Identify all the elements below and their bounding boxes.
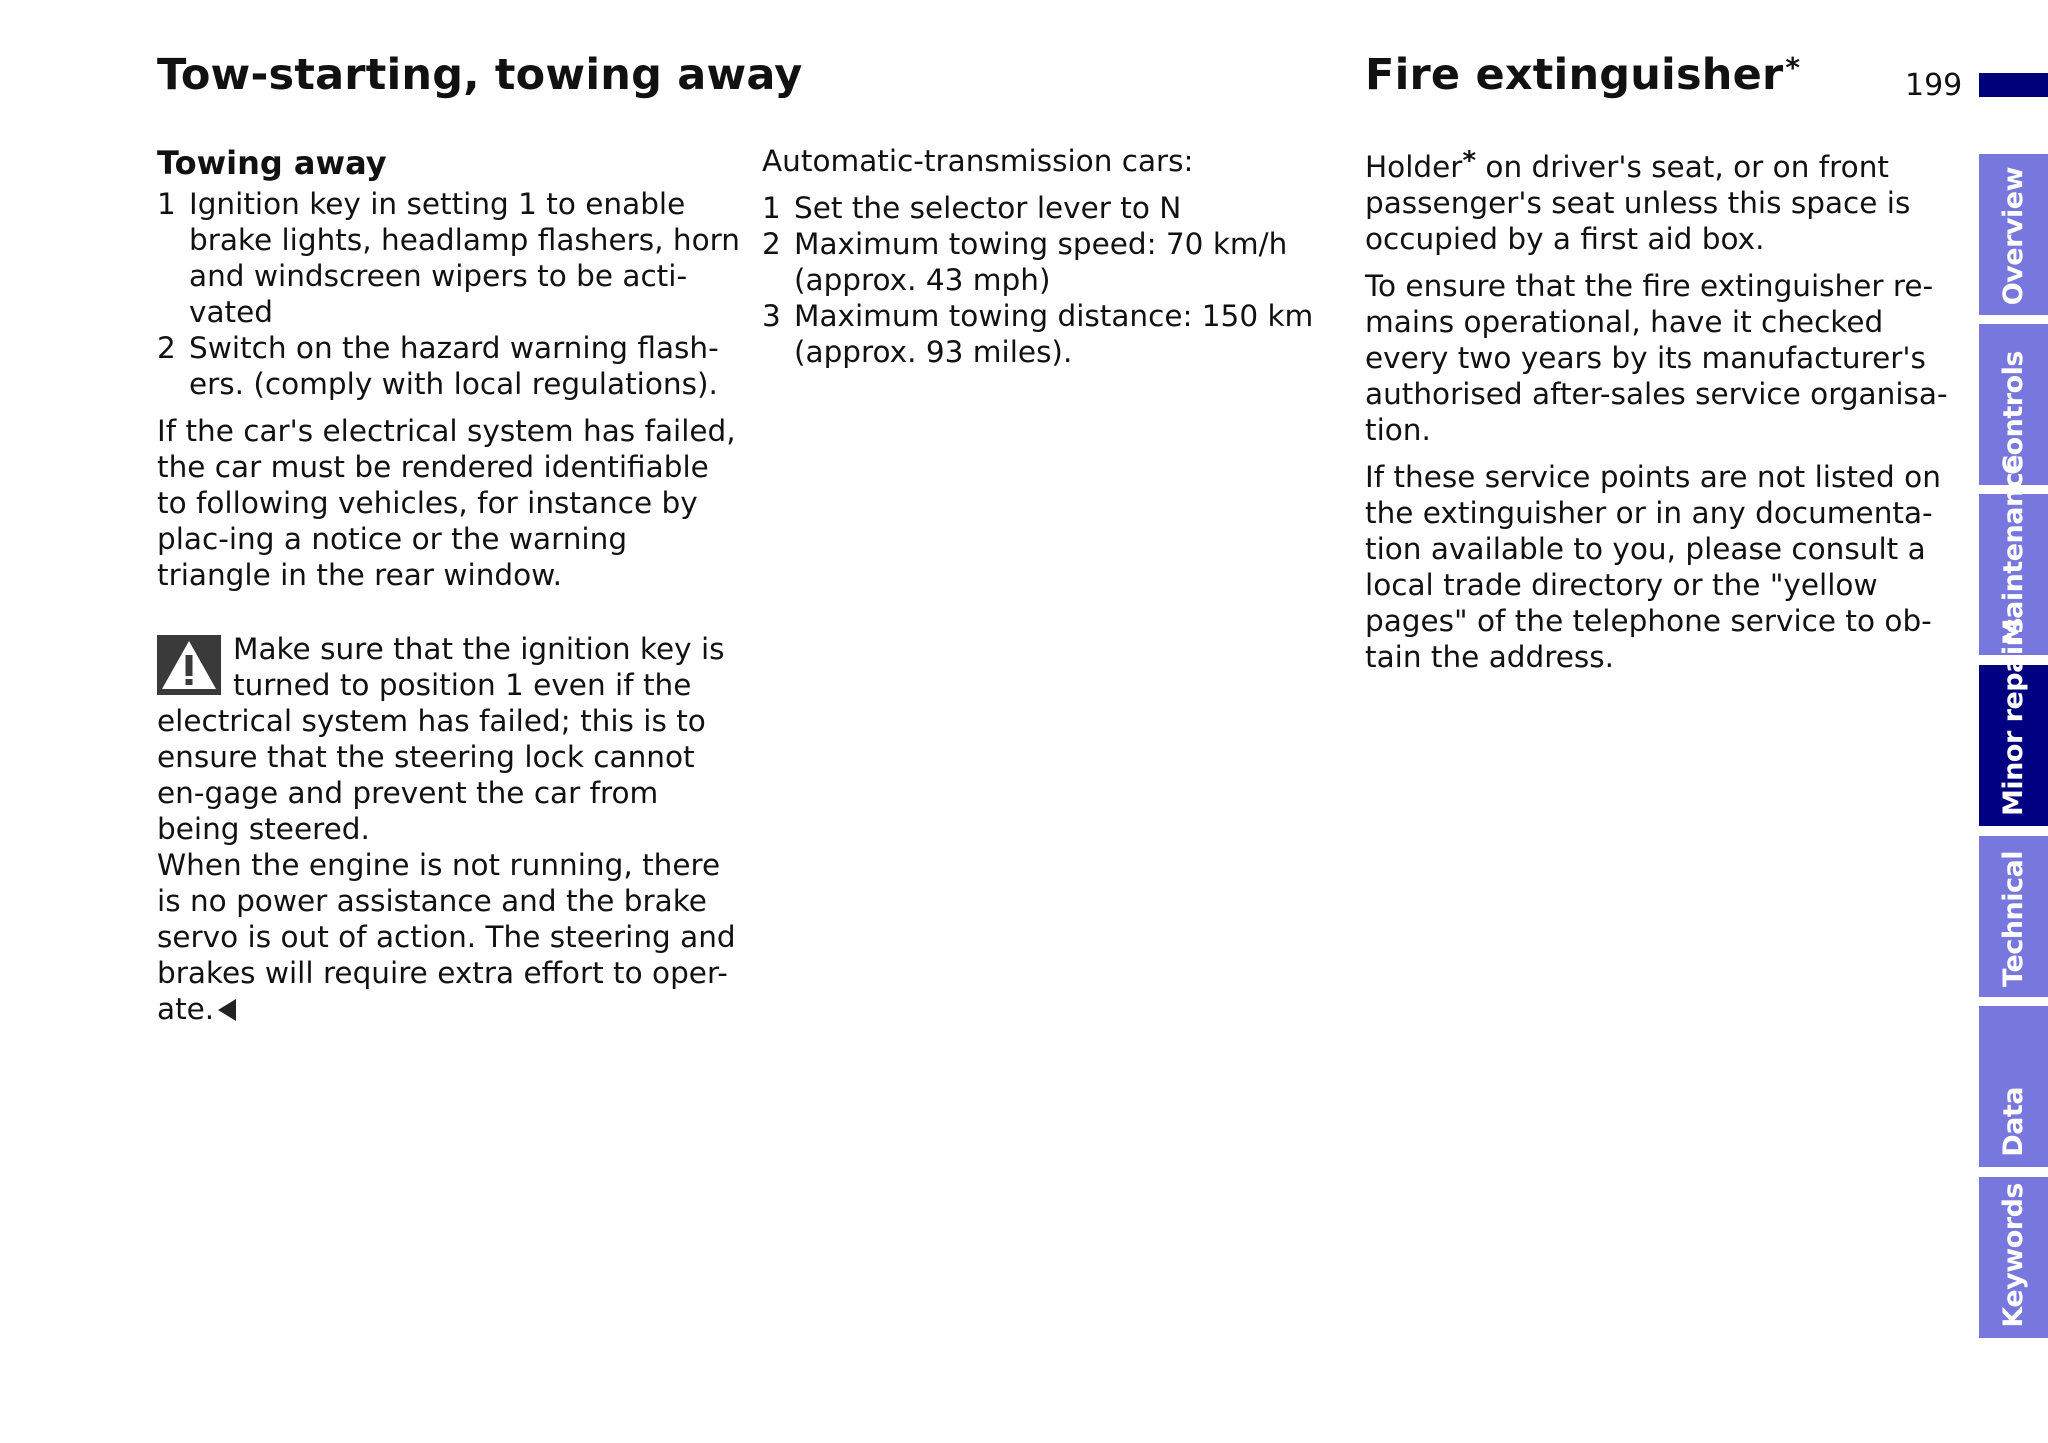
list-item [762,226,1322,298]
tab-technical[interactable] [1979,836,2048,997]
electrical-failure-paragraph: If the car's electrical system has failed, the car must be rendered identifiable to following vehicles, for instance by plac-ing a notice or the warning triangle in the rear window. [157,414,736,592]
step-number: 3 [762,299,781,333]
optional-equipment-marker: * [1785,51,1801,84]
step-number: 1 [762,191,781,225]
automatic-transmission-column [762,143,1322,381]
section-title-text: Fire extinguisher [1365,50,1784,100]
inspection-paragraph: To ensure that the fire extinguisher re-mains operational, have it checked every two years by its manufacturer's authorised after-sales service organisa-tion. [1365,269,1948,447]
section-title-fire-extinguisher [1365,50,1800,102]
optional-equipment-marker: * [1462,146,1477,176]
step-text: Maximum towing speed: 70 km/h (approx. 43 mph) [794,227,1288,297]
page-number: 199 [1905,68,1963,103]
step-text: Switch on the hazard warning flash-ers. (comply with local regulations). [189,331,719,401]
tab-label: Minor repairs [1998,618,2029,816]
towing-away-heading: Towing away [157,144,387,182]
tab-label: Overview [1998,166,2029,305]
warning-triangle-icon [157,635,221,695]
list-item [157,186,742,330]
holder-word: Holder [1365,150,1463,184]
towing-steps-list [157,186,742,402]
tab-minor-repairs[interactable] [1979,618,2048,826]
holder-text: on driver's seat, or on front passenger's seat unless this space is occupied by a first aid box. [1365,150,1911,256]
tab-keywords[interactable] [1979,1177,2048,1338]
tab-data[interactable] [1979,1006,2048,1167]
tab-label: Maintenance [1998,454,2029,645]
fire-extinguisher-column [1365,143,1955,686]
page-number-bar [1979,73,2048,97]
step-number: 2 [762,227,781,261]
warning-text: Make sure that the ignition key is turned to position 1 even if the electrical system has failed; this is to ensure that the steering lock cannot en-gage and prevent the car from being steered. [157,632,725,846]
list-item [157,330,742,402]
automatic-intro: Automatic-transmission cars: [762,144,1194,178]
tab-label: Technical [1998,851,2029,987]
list-item [762,298,1322,370]
service-points-paragraph: If these service points are not listed on the extinguisher or in any documenta-tion available to you, please consult a local trade directory or the "yellow pages" of the telephone service to ob-tain the address. [1365,460,1941,674]
list-item [762,190,1322,226]
step-number: 2 [157,331,176,365]
step-text: Maximum towing distance: 150 km (approx. 93 miles). [794,299,1314,369]
holder-paragraph [1365,143,1955,257]
page-title: Tow-starting, towing away [157,50,803,100]
step-text: Ignition key in setting 1 to enable brake lights, headlamp flashers, horn and windscreen wipers to be acti-vated [189,187,740,329]
warning-note [157,631,742,1027]
automatic-steps-list [762,190,1322,370]
tab-label: Keywords [1998,1183,2029,1328]
end-of-section-icon [218,999,236,1021]
step-number: 1 [157,187,176,221]
tab-label: Controls [1998,351,2029,475]
warning-text-continued: When the engine is not running, there is no power assistance and the brake servo is out of action. The steering and brakes will require extra effort to oper-ate. [157,848,736,1026]
towing-away-column [157,143,742,1027]
tab-overview[interactable] [1979,154,2048,315]
step-text: Set the selector lever to N [794,191,1182,225]
tab-label: Data [1998,1087,2029,1157]
